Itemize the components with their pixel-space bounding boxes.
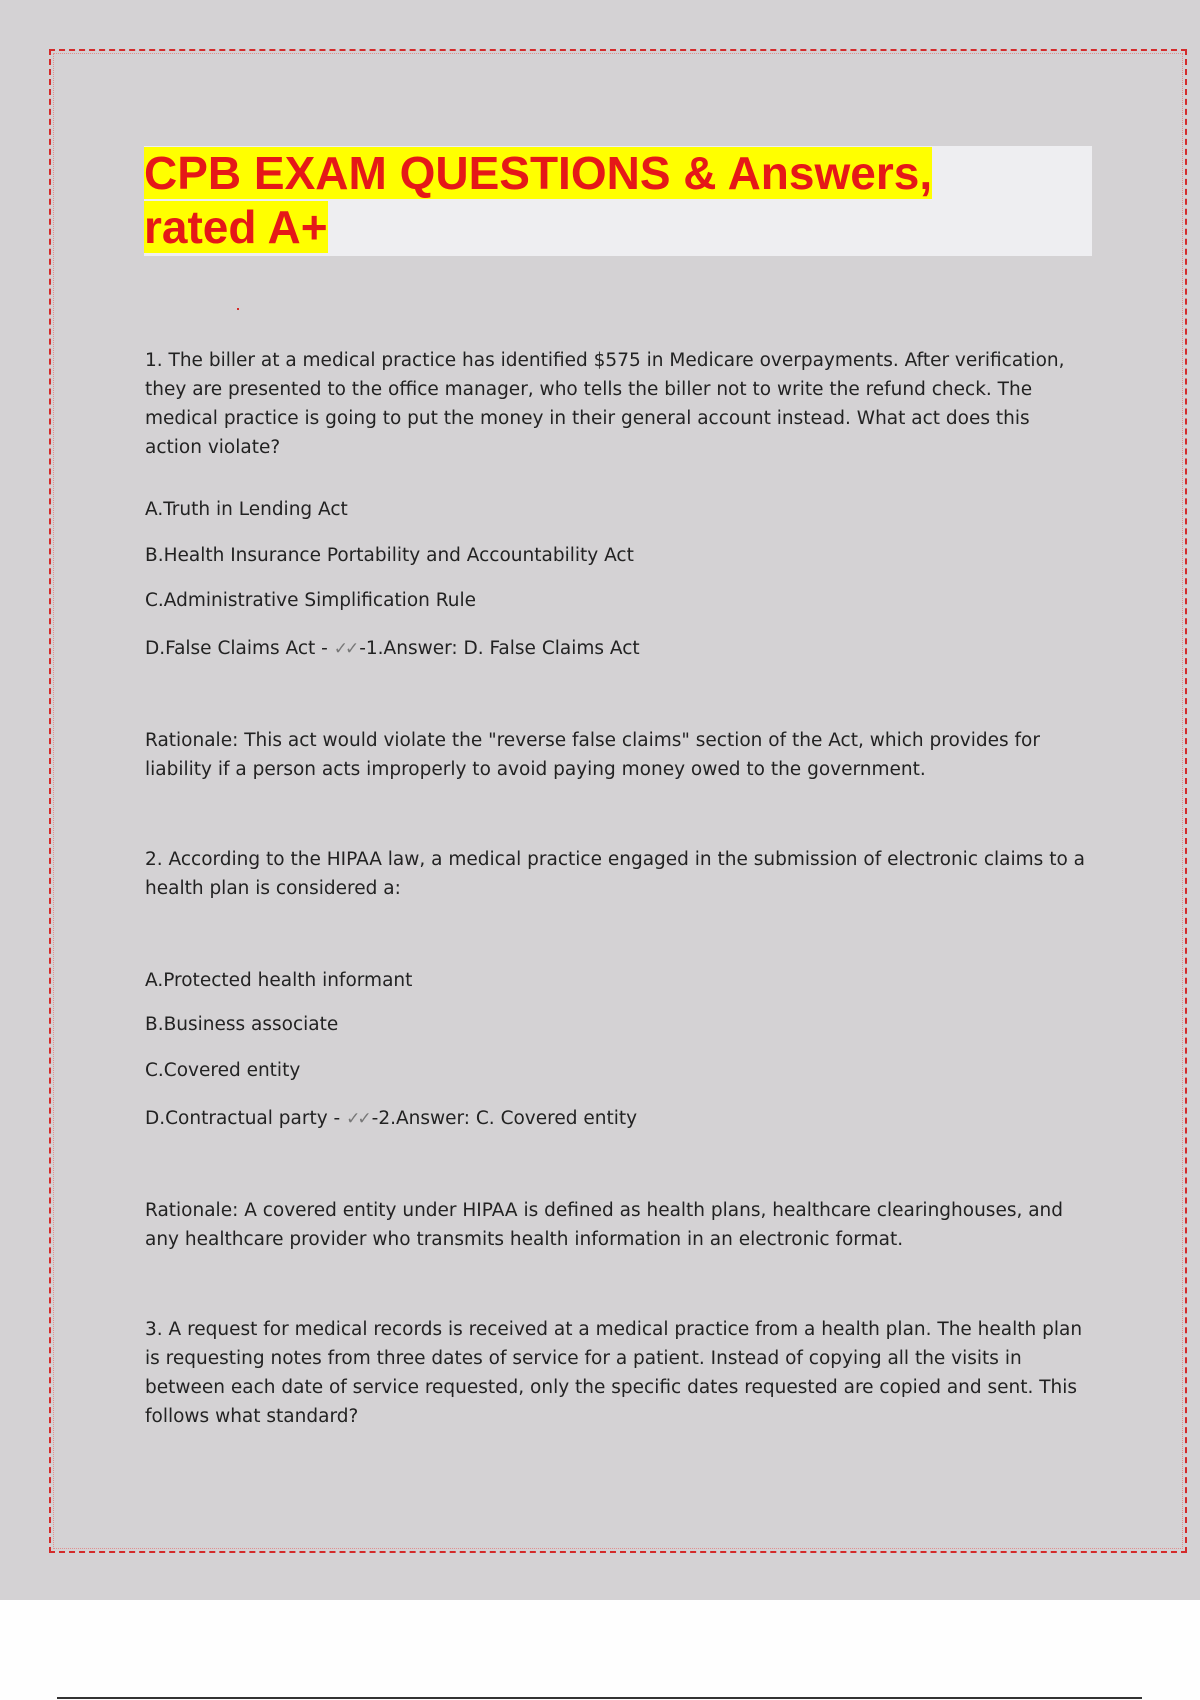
question-2-option-d: D.Contractual party - xyxy=(145,1108,341,1129)
document-title xyxy=(144,146,1004,254)
question-2-option-c: C.Covered entity xyxy=(145,1060,301,1081)
question-2-text: 2. According to the HIPAA law, a medical practice engaged in the submission of electronic claims to a health plan is considered a: xyxy=(145,849,1085,899)
question-1-option-b: B.Health Insurance Portability and Accountability Act xyxy=(145,545,634,566)
question-2-option-b: B.Business associate xyxy=(145,1014,339,1035)
next-page-area xyxy=(0,1600,1200,1700)
question-1-answer: -1.Answer: D. False Claims Act xyxy=(359,638,640,659)
double-checkmark-icon: ✓✓ xyxy=(346,1109,369,1129)
question-2-rationale: Rationale: A covered entity under HIPAA is defined as health plans, healthcare clearinghouses, and any healthcare provider who transmits health information in an electronic format. xyxy=(145,1200,1064,1250)
question-2-answer: -2.Answer: C. Covered entity xyxy=(371,1108,638,1129)
title-highlight: CPB EXAM QUESTIONS & Answers, rated A+ xyxy=(144,147,933,253)
question-3-text: 3. A request for medical records is received at a medical practice from a health plan. The health plan is requesting notes from three dates of service for a patient. Instead of copying all the visits in between each date of service requested, only the specific dates requested are copied and sent. This follows what standard? xyxy=(145,1319,1083,1427)
question-2-option-a: A.Protected health informant xyxy=(145,970,413,991)
question-1-option-c: C.Administrative Simplification Rule xyxy=(145,590,477,611)
question-1-rationale: Rationale: This act would violate the "reverse false claims" section of the Act, which provides for liability if a person acts improperly to avoid paying money owed to the government. xyxy=(145,730,1040,780)
question-1-option-d-line xyxy=(145,634,640,664)
page-divider xyxy=(57,1697,1142,1699)
question-2-option-d-line xyxy=(145,1104,637,1134)
double-checkmark-icon: ✓✓ xyxy=(333,639,357,659)
question-1-option-d: D.False Claims Act - xyxy=(145,638,328,659)
question-1-text: 1. The biller at a medical practice has identified $575 in Medicare overpayments. After verification, they are presented to the office manager, who tells the biller not to write the refund check. The medical practice is going to put the money in their general account instead. What act does this action violate? xyxy=(145,350,1065,458)
question-1-option-a: A.Truth in Lending Act xyxy=(145,499,348,520)
stray-mark xyxy=(237,308,239,310)
